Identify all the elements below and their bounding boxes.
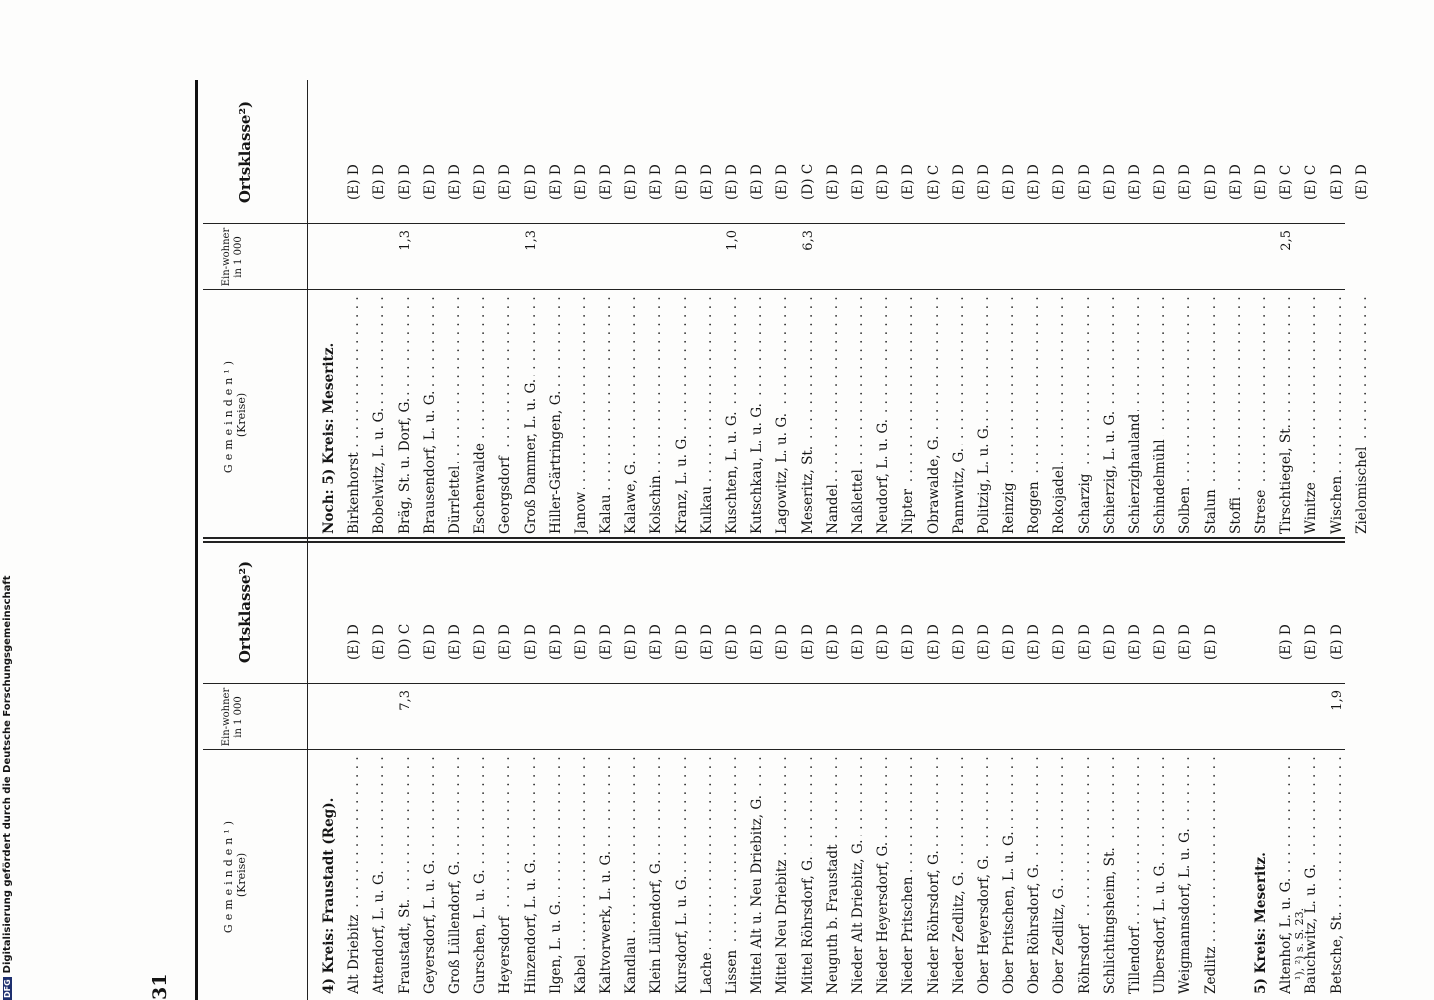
ortsklasse-value: (E) D xyxy=(698,624,715,660)
header-divider xyxy=(307,80,308,540)
municipality-name: Heyersdorf . . . xyxy=(493,756,518,994)
municipality-name: Lache . . . xyxy=(695,756,720,994)
ortsklasse-value: (E) D xyxy=(1202,624,1219,660)
municipality-name: Kuschten, L. u. G. . . . xyxy=(720,296,745,534)
municipality-name: Kabel . . . xyxy=(569,756,594,994)
column-header-einwohner: Ein-wohner in 1 000 xyxy=(221,227,244,287)
table-row xyxy=(871,80,896,540)
ortsklasse-value: (E) D xyxy=(346,164,363,200)
table-row xyxy=(796,80,821,540)
table-row xyxy=(1224,80,1249,540)
credit-text: Digitalisierung gefördert durch die Deutsche Forschungsgemeinschaft xyxy=(2,575,13,974)
ortsklasse-value: (E) D xyxy=(1101,624,1118,660)
ortsklasse-value: (E) D xyxy=(1127,164,1143,200)
inhabitants-value: 1,9 xyxy=(1329,690,1345,711)
municipality-name: 4) Kreis: Fraustadt (Reg). xyxy=(317,756,342,994)
column-header-name: Gemeinden¹) (Kreise) xyxy=(222,356,248,474)
ortsklasse-value: (E) D xyxy=(698,164,715,200)
table-row xyxy=(997,80,1022,540)
municipality-name: Ulbersdorf, L. u. G. . . . xyxy=(1148,756,1173,994)
municipality-name: Kranz, L. u. G. . . . xyxy=(670,296,695,534)
left-rows xyxy=(317,540,1350,1000)
table-row xyxy=(1274,80,1299,540)
inhabitants-value: 2,5 xyxy=(1279,230,1295,251)
table-row xyxy=(1022,80,1047,540)
municipality-name: Kalawe, G. . . . xyxy=(619,296,644,534)
municipality-name: Hinzendorf, L. u. G. . . . xyxy=(519,756,544,994)
ortsklasse-value: (E) C xyxy=(1303,164,1320,200)
ortsklasse-value: (E) D xyxy=(572,624,589,660)
table-row xyxy=(770,80,795,540)
municipality-name: Ober Röhrsdorf, G. . . . xyxy=(1022,756,1047,994)
table-row xyxy=(1022,540,1047,1000)
table-row xyxy=(1224,540,1249,1000)
ortsklasse-value: (E) D xyxy=(673,164,690,200)
ortsklasse-value: (D) C xyxy=(396,623,413,660)
column-header-einwohner: Ein-wohner in 1 000 xyxy=(221,687,244,747)
municipality-name: Röhrsdorf . . . xyxy=(1073,756,1098,994)
table-row xyxy=(947,80,972,540)
ortsklasse-value: (E) D xyxy=(1177,164,1194,200)
table-row xyxy=(443,80,468,540)
municipality-name: Mittel Neu Driebitz . . . xyxy=(770,756,795,994)
municipality-name: Altenhof, L. u. G. . . . xyxy=(1274,756,1299,994)
table-row xyxy=(695,540,720,1000)
municipality-name: Stoffi . . . xyxy=(1224,296,1249,534)
top-rule xyxy=(195,80,198,1000)
table-row xyxy=(1073,80,1098,540)
table-row xyxy=(1098,80,1123,540)
ortsklasse-value: (E) C xyxy=(1278,164,1295,200)
table-row xyxy=(745,540,770,1000)
ortsklasse-value: (E) D xyxy=(1051,164,1068,200)
table-row xyxy=(594,80,619,540)
municipality-name: Strese . . . xyxy=(1249,296,1274,534)
municipality-name: Georgsdorf . . . xyxy=(493,296,518,534)
footnote: ¹), ²) s. S. 23. xyxy=(1293,907,1306,980)
municipality-name: Nieder Heyersdorf, G. . . . xyxy=(871,756,896,994)
municipality-name: Schlichtingsheim, St. . . . xyxy=(1098,756,1123,994)
table-row xyxy=(1173,80,1198,540)
ortsklasse-value: (E) D xyxy=(975,624,992,660)
table-row xyxy=(418,540,443,1000)
municipality-name: Klein Lüllendorf, G. . . . xyxy=(644,756,669,994)
ortsklasse-value: (E) D xyxy=(900,164,917,200)
table-row xyxy=(1249,80,1274,540)
table-row xyxy=(972,80,997,540)
ortsklasse-value: (E) D xyxy=(1303,624,1320,660)
municipality-name: Schierzighauland . . . xyxy=(1123,296,1148,534)
table-row xyxy=(922,540,947,1000)
table-row xyxy=(393,540,418,1000)
municipality-name: Kalau . . . xyxy=(594,296,619,534)
table-row xyxy=(1148,80,1173,540)
ortsklasse-value: (E) C xyxy=(925,164,942,200)
inhabitants-value: 1,0 xyxy=(725,230,740,251)
ortsklasse-value: (E) D xyxy=(1152,624,1169,660)
table-row xyxy=(569,80,594,540)
ortsklasse-value: (E) D xyxy=(472,164,489,200)
table-row xyxy=(670,80,695,540)
section-heading xyxy=(1249,540,1274,1000)
ortsklasse-value: (E) D xyxy=(1202,164,1219,200)
ortsklasse-value: (E) D xyxy=(673,624,690,660)
municipality-name: Pannwitz, G. . . . xyxy=(947,296,972,534)
table-row xyxy=(770,540,795,1000)
municipality-name: Gurschen, L. u. G. . . . xyxy=(468,756,493,994)
table-row xyxy=(846,540,871,1000)
dfg-logo: DFG xyxy=(3,979,12,998)
ortsklasse-value: (E) D xyxy=(1001,624,1018,660)
municipality-name: Nipter . . . xyxy=(896,296,921,534)
ortsklasse-value: (E) D xyxy=(371,624,388,660)
table-row xyxy=(796,540,821,1000)
table-row xyxy=(997,540,1022,1000)
ortsklasse-value: (E) D xyxy=(724,164,740,200)
table-row xyxy=(544,80,569,540)
municipality-name: Obrawalde, G. . . . xyxy=(922,296,947,534)
municipality-name: Nieder Zedlitz, G. . . . xyxy=(947,756,972,994)
municipality-name: Brausendorf, L. u. G. . . . xyxy=(418,296,443,534)
ortsklasse-value: (E) D xyxy=(472,624,489,660)
ortsklasse-value: (E) D xyxy=(975,164,992,200)
table-row xyxy=(972,540,997,1000)
municipality-name: Kaltvorwerk, L. u. G. . . . xyxy=(594,756,619,994)
municipality-name: Solben . . . xyxy=(1173,296,1198,534)
ortsklasse-value: (E) D xyxy=(598,624,615,660)
ortsklasse-value: (E) D xyxy=(623,164,640,200)
section-heading xyxy=(317,80,342,540)
ortsklasse-value: (E) D xyxy=(824,624,841,660)
municipality-name: Schierzig, L. u. G. . . . xyxy=(1098,296,1123,534)
ortsklasse-value: (E) D xyxy=(799,624,816,660)
ortsklasse-value: (E) D xyxy=(421,164,438,200)
ortsklasse-value: (E) D xyxy=(446,164,463,200)
municipality-name: Zielomischel . . . xyxy=(1350,296,1375,534)
table-row xyxy=(367,80,392,540)
ortsklasse-value: (D) C xyxy=(799,163,816,200)
table-row xyxy=(644,80,669,540)
table-row xyxy=(342,80,367,540)
table-row xyxy=(947,540,972,1000)
table-row xyxy=(1325,80,1350,540)
ortsklasse-value: (E) D xyxy=(1227,164,1244,200)
municipality-name: Wischen . . . xyxy=(1325,296,1350,534)
table-right-half xyxy=(203,80,1370,540)
municipality-name: Alt Driebitz . . . xyxy=(342,756,367,994)
municipality-name: Ober Pritschen, L. u. G. . . . xyxy=(997,756,1022,994)
column-header-ortsklasse: Ortsklasse²) xyxy=(236,100,254,204)
ortsklasse-value: (E) D xyxy=(547,624,564,660)
ortsklasse-value: (E) D xyxy=(849,164,866,200)
table-row xyxy=(1299,80,1324,540)
ortsklasse-value: (E) D xyxy=(1177,624,1194,660)
municipality-name: Schindelmühl . . . xyxy=(1148,296,1173,534)
municipality-name: Kutschkau, L. u. G. . . . xyxy=(745,296,770,534)
table-row xyxy=(1098,540,1123,1000)
column-header-name: Gemeinden¹) (Kreise) xyxy=(222,816,248,934)
municipality-name: Neudorf, L. u. G. . . . xyxy=(871,296,896,534)
inhabitants-value: 7,3 xyxy=(397,690,413,711)
municipality-name: Mittel Alt u. Neu Driebitz, G. . . . xyxy=(745,756,770,994)
section-heading xyxy=(317,540,342,1000)
municipality-name: Politzig, L. u. G. . . . xyxy=(972,296,997,534)
municipality-name: Naßlettel . . . xyxy=(846,296,871,534)
ortsklasse-value: (E) D xyxy=(749,624,766,660)
table-row xyxy=(644,540,669,1000)
municipality-name: Groß Dammer, L. u. G. . . . xyxy=(519,296,544,534)
table-row xyxy=(1123,80,1148,540)
table-left-half xyxy=(203,540,1345,1000)
municipality-name: Mittel Röhrsdorf, G. . . . xyxy=(796,756,821,994)
municipality-name: Neuguth b. Fraustadt . . . xyxy=(821,756,846,994)
municipality-name: Rokojadel . . . xyxy=(1047,296,1072,534)
ortsklasse-value: (E) D xyxy=(875,624,892,660)
ortsklasse-value: (E) D xyxy=(749,164,766,200)
municipality-name: Nieder Alt Driebitz, G. . . . xyxy=(846,756,871,994)
table-row xyxy=(569,540,594,1000)
municipality-name: Lagowitz, L. u. G. . . . xyxy=(770,296,795,534)
rotated-document-page xyxy=(145,80,1370,1000)
municipality-name: Ilgen, L. u. G. . . . xyxy=(544,756,569,994)
ortsklasse-value: (E) D xyxy=(1278,624,1295,660)
ortsklasse-value: (E) D xyxy=(497,164,514,200)
table-row xyxy=(468,540,493,1000)
table-row xyxy=(720,540,745,1000)
ortsklasse-value: (E) D xyxy=(1328,164,1345,200)
ortsklasse-value: (E) D xyxy=(724,624,740,660)
ortsklasse-value: (E) D xyxy=(1051,624,1068,660)
table-row xyxy=(821,540,846,1000)
municipality-name: Weigmannsdorf, L. u. G. . . . xyxy=(1173,756,1198,994)
ortsklasse-value: (E) D xyxy=(371,164,388,200)
table-row xyxy=(922,80,947,540)
ortsklasse-value: (E) D xyxy=(396,164,413,200)
ortsklasse-value: (E) D xyxy=(572,164,589,200)
inhabitants-value: 6,3 xyxy=(800,230,816,251)
table-row xyxy=(846,80,871,540)
center-divider xyxy=(203,541,1345,543)
municipality-name: Lissen . . . xyxy=(720,756,745,994)
municipality-name: Fraustadt, St. . . . xyxy=(393,756,418,994)
municipality-name: Geyersdorf, L. u. G. . . . xyxy=(418,756,443,994)
ortsklasse-value: (E) D xyxy=(900,624,917,660)
table-row xyxy=(1173,540,1198,1000)
municipality-name: Winitze . . . xyxy=(1299,296,1324,534)
table-row xyxy=(443,540,468,1000)
municipality-name: Attendorf, L. u. G. . . . xyxy=(367,756,392,994)
header-divider xyxy=(307,540,308,1000)
ortsklasse-value: (E) D xyxy=(1328,624,1345,660)
table-row xyxy=(1148,540,1173,1000)
ortsklasse-value: (E) D xyxy=(1252,164,1269,200)
table-row xyxy=(670,540,695,1000)
municipality-name: Noch: 5) Kreis: Meseritz. xyxy=(317,296,342,534)
ortsklasse-value: (E) D xyxy=(925,624,942,660)
table-row xyxy=(1199,540,1224,1000)
ortsklasse-value: (E) D xyxy=(346,624,363,660)
municipality-table xyxy=(203,80,1370,1000)
table-row xyxy=(594,540,619,1000)
table-row xyxy=(619,80,644,540)
ortsklasse-value: (E) D xyxy=(1353,164,1370,200)
municipality-name: Janow . . . xyxy=(569,296,594,534)
ortsklasse-value: (E) D xyxy=(522,164,539,200)
ortsklasse-value: (E) D xyxy=(522,624,539,660)
municipality-name: Kolschin . . . xyxy=(644,296,669,534)
municipality-name: Ober Heyersdorf, G. . . . xyxy=(972,756,997,994)
ortsklasse-value: (E) D xyxy=(1127,624,1143,660)
ortsklasse-value: (E) D xyxy=(497,624,514,660)
ortsklasse-value: (E) D xyxy=(950,624,967,660)
municipality-name xyxy=(1224,756,1249,994)
ortsklasse-value: (E) D xyxy=(774,164,791,200)
right-rows xyxy=(317,80,1375,540)
table-row xyxy=(519,80,544,540)
table-row xyxy=(1325,540,1350,1000)
ortsklasse-value: (E) D xyxy=(1101,164,1118,200)
table-row xyxy=(418,80,443,540)
municipality-name: Dürrlettel . . . xyxy=(443,296,468,534)
municipality-name: Meseritz, St. . . . xyxy=(796,296,821,534)
ortsklasse-value: (E) D xyxy=(648,164,665,200)
municipality-name: Groß Lüllendorf, G. . . . xyxy=(443,756,468,994)
municipality-name: Hiller-Gärtringen, G. . . . xyxy=(544,296,569,534)
ortsklasse-value: (E) D xyxy=(1026,164,1043,200)
municipality-name: Kulkau . . . xyxy=(695,296,720,534)
municipality-name: Nieder Röhrsdorf, G. . . . xyxy=(922,756,947,994)
municipality-name: Reinzig . . . xyxy=(997,296,1022,534)
table-row xyxy=(720,80,745,540)
ortsklasse-value: (E) D xyxy=(875,164,892,200)
municipality-name: Roggen . . . xyxy=(1022,296,1047,534)
ortsklasse-value: (E) D xyxy=(1001,164,1018,200)
table-row xyxy=(468,80,493,540)
municipality-name: 5) Kreis: Meseritz. xyxy=(1249,756,1274,994)
ortsklasse-value: (E) D xyxy=(648,624,665,660)
ortsklasse-value: (E) D xyxy=(547,164,564,200)
table-row xyxy=(1199,80,1224,540)
municipality-name: Tillendorf . . . xyxy=(1123,756,1148,994)
table-row xyxy=(896,540,921,1000)
ortsklasse-value: (E) D xyxy=(849,624,866,660)
municipality-name: Stalun . . . xyxy=(1199,296,1224,534)
municipality-name: Betsche, St. . . . xyxy=(1325,756,1350,994)
municipality-name: Ober Zedlitz, G. . . . xyxy=(1047,756,1072,994)
municipality-name: Kursdorf, L. u. G. . . . xyxy=(670,756,695,994)
column-header-ortsklasse: Ortsklasse²) xyxy=(236,560,254,664)
table-row xyxy=(695,80,720,540)
table-row xyxy=(1350,80,1375,540)
table-row xyxy=(342,540,367,1000)
ortsklasse-value: (E) D xyxy=(1076,164,1093,200)
ortsklasse-value: (E) D xyxy=(824,164,841,200)
table-row xyxy=(519,540,544,1000)
ortsklasse-value: (E) D xyxy=(774,624,791,660)
ortsklasse-value: (E) D xyxy=(421,624,438,660)
ortsklasse-value: (E) D xyxy=(950,164,967,200)
table-row xyxy=(1047,540,1072,1000)
ortsklasse-value: (E) D xyxy=(623,624,640,660)
ortsklasse-value: (E) D xyxy=(446,624,463,660)
ortsklasse-value: (E) D xyxy=(1076,624,1093,660)
table-row xyxy=(544,540,569,1000)
table-row xyxy=(745,80,770,540)
table-row xyxy=(1073,540,1098,1000)
inhabitants-value: 1,3 xyxy=(397,230,413,251)
table-row xyxy=(896,80,921,540)
ortsklasse-value: (E) D xyxy=(1026,624,1043,660)
inhabitants-value: 1,3 xyxy=(523,230,539,251)
ortsklasse-value: (E) D xyxy=(1152,164,1169,200)
municipality-name: Nieder Pritschen . . . xyxy=(896,756,921,994)
table-row xyxy=(367,540,392,1000)
ortsklasse-value: (E) D xyxy=(598,164,615,200)
municipality-name: Kandlau . . . xyxy=(619,756,644,994)
table-row xyxy=(1047,80,1072,540)
municipality-name: Bauchwitz, L. u. G. . . . xyxy=(1299,756,1324,994)
municipality-name: Birkenhorst . . . xyxy=(342,296,367,534)
table-row xyxy=(493,540,518,1000)
municipality-name: Zedlitz . . . xyxy=(1199,756,1224,994)
table-row xyxy=(1123,540,1148,1000)
page-number: 31 xyxy=(149,973,171,1000)
table-row xyxy=(493,80,518,540)
municipality-name: Tirschtiegel, St. . . . xyxy=(1274,296,1299,534)
municipality-name: Eschenwalde . . . xyxy=(468,296,493,534)
municipality-name: Bräg, St. u. Dorf, G. . . . xyxy=(393,296,418,534)
table-row xyxy=(871,540,896,1000)
credit-line xyxy=(2,575,16,1000)
municipality-name: Nandel . . . xyxy=(821,296,846,534)
municipality-name: Scharzig . . . xyxy=(1073,296,1098,534)
table-row xyxy=(393,80,418,540)
table-row xyxy=(619,540,644,1000)
municipality-name: Bobelwitz, L. u. G. . . . xyxy=(367,296,392,534)
table-row xyxy=(821,80,846,540)
